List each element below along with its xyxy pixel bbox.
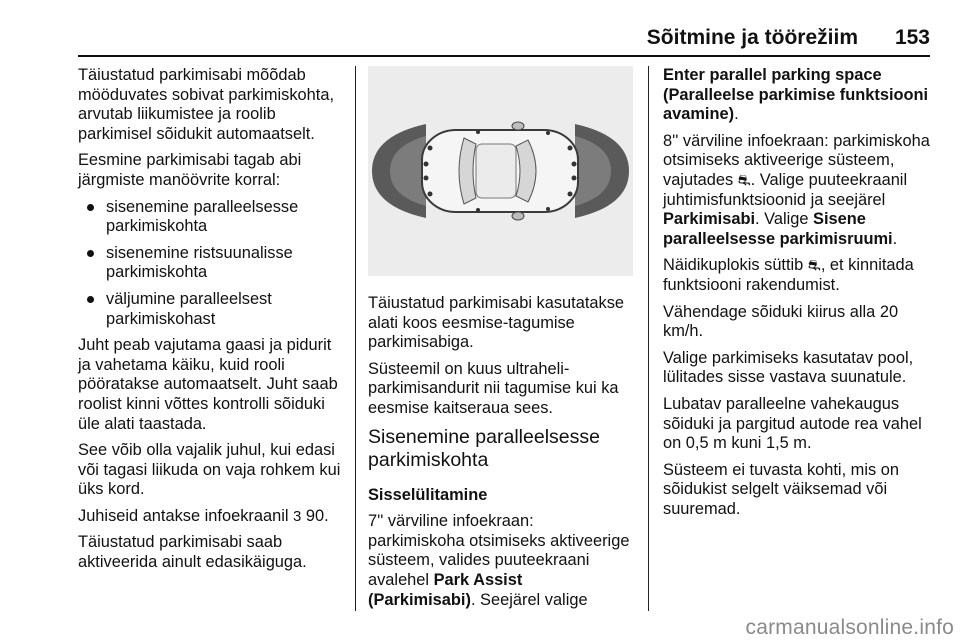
page-number: 153 — [894, 26, 930, 49]
paragraph-sensors: Süsteemil on kuus ultraheli-parkimisandurit nii tagumise kui ka eesmise kaitseraua sees. — [368, 359, 619, 417]
paragraph-driver-control: Juht peab vajutama gaasi ja pidurit ja vahetama käiku, kuid rooli pööratakse automaatselt. Juht saab roolist kinni võttes kontrolli sõiduki üle alati taastada. — [78, 336, 338, 433]
bullet-icon — [87, 296, 94, 303]
maneuver-list — [78, 198, 346, 330]
car-top-view-icon — [368, 66, 633, 276]
watermark: carmanualsonline.info — [745, 616, 954, 639]
bullet-icon — [87, 204, 94, 211]
parkimisabi-label: Parkimisabi — [663, 210, 756, 229]
paragraph-speed: Vähendage sõiduki kiirus alla 20 km/h. — [663, 302, 899, 341]
column-3 — [663, 66, 931, 526]
paragraph-enter-parallel: Enter parallel parking space (Paralleelse parkimise funktsiooni avamine). — [663, 66, 929, 124]
section-heading: Sisenemine paralleelsesse parkimiskohta — [368, 425, 600, 471]
car-sensor-figure — [368, 66, 633, 276]
column-divider-right — [648, 66, 649, 611]
enter-parallel-label: Enter parallel parking space (Paralleelse parkimise funktsiooni avamine) — [663, 66, 929, 124]
paragraph-intro: Täiustatud parkimisabi mõõdab mööduvates sobivat parkimiskohta, arvutab liikumistee ja roolib parkimisel sõidukit automaatselt. — [78, 66, 334, 143]
column-divider-left — [355, 66, 356, 611]
page-reference-link[interactable]: 90. — [301, 506, 329, 525]
page-title: Sõitmine ja töörežiim — [646, 26, 858, 49]
column-1 — [78, 66, 346, 580]
column-2 — [368, 66, 633, 617]
paragraph-7inch-display: 7'' värviline infoekraan: parkimiskoha otsimiseks aktiveerige süsteem, valides puuteekraani avalehel Park Assist (Parkimisabi). Seejärel valige — [368, 512, 630, 609]
list-item: väljumine paralleelsest parkimiskohast — [78, 290, 346, 329]
paragraph-multiple-moves: See võib olla vajalik juhul, kui edasi või tagasi liikuda on vaja rohkem kui üks kord. — [78, 441, 341, 499]
paragraph-indicator: Näidikuplokis süttib ⛐, et kinnitada funktsiooni rakendumist. — [663, 256, 914, 294]
header-rule — [78, 55, 930, 57]
list-item: sisenemine ristsuunalisse parkimiskohta — [78, 244, 346, 283]
paragraph-maneuvers: Eesmine parkimisabi tagab abi järgmiste manöövrite korral: — [78, 151, 302, 189]
figure-caption: Täiustatud parkimisabi kasutatakse alati koos eesmise-tagumise parkimisabiga. — [368, 294, 624, 352]
paragraph-forward-gear: Täiustatud parkimisabi saab aktiveerida ainult edasikäiguga. — [78, 533, 307, 572]
park-assist-indicator-icon: ⛐ — [807, 257, 821, 275]
bullet-icon — [87, 250, 94, 257]
paragraph-infodisplay-ref: Juhiseid antakse infoekraanil 3 90. — [78, 506, 329, 525]
list-item: sisenemine paralleelsesse parkimiskohta — [78, 198, 346, 237]
page-header — [78, 24, 930, 58]
paragraph-distance: Lubatav paralleelne vahekaugus sõiduki ja pargitud autode rea vahel on 0,5 m kuni 1,5 m. — [663, 394, 922, 453]
enter-parallel-space-label: Sisene paralleelsesse parkimisruumi — [663, 210, 893, 248]
sub-heading-activation: Sisselülitamine — [368, 485, 488, 504]
reference-arrow-icon[interactable]: 3 — [293, 507, 302, 525]
paragraph-detection-limits: Süsteem ei tuvasta kohti, mis on sõidukist selgelt väiksemad või suuremad. — [663, 460, 899, 518]
paragraph-8inch-display: 8'' värviline infoekraan: parkimiskoha otsimiseks aktiveerige süsteem, vajutades ⛐. Valige puuteekraanil juhtimisfunktsioonid ja seejärel Parkimisabi. Valige Sisene paralleelsesse parkimisruumi. — [663, 131, 930, 248]
park-assist-icon: ⛐ — [737, 171, 751, 189]
park-assist-label: Park Assist (Parkimisabi) — [368, 570, 523, 609]
paragraph-side-select: Valige parkimiseks kasutatav pool, lülitades sisse vastava suunatule. — [663, 348, 914, 387]
